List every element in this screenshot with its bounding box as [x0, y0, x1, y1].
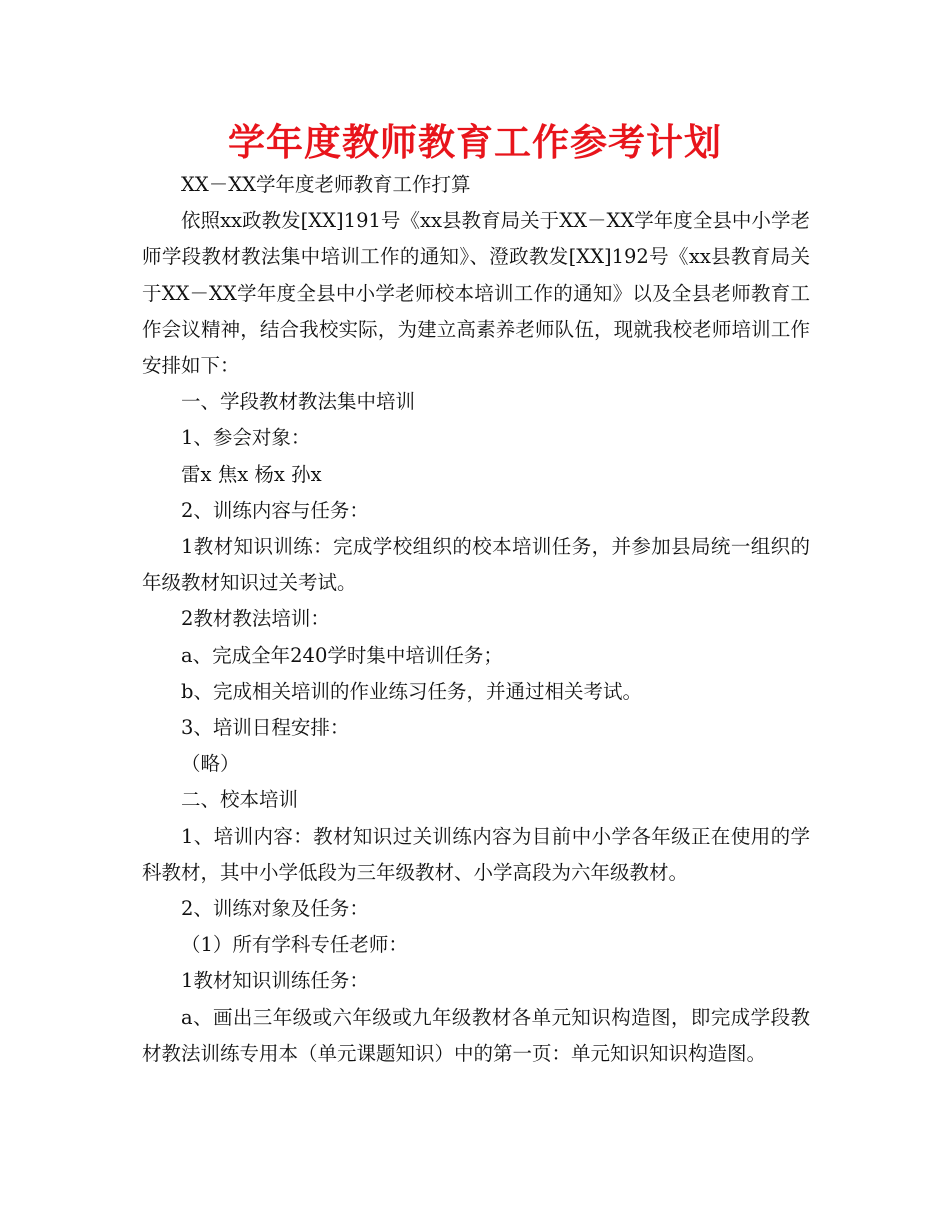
paragraph-omitted: （略） [181, 752, 240, 776]
document-body [142, 167, 810, 1072]
list-item-a: a、完成全年240学时集中培训任务； [181, 643, 503, 667]
subheading-training-targets: 2、训练对象及任务： [181, 897, 369, 921]
subheading-participants: 1、参会对象： [181, 426, 311, 450]
document-title: 学年度教师教育工作参考计划 [228, 121, 722, 164]
participant-names: 雷x 焦x 杨x 孙x [181, 462, 322, 486]
paragraph-material-knowledge: 1教材知识训练：完成学校组织的校本培训任务，并参加县局统一组织的年级教材知识过关考试。 [142, 535, 810, 595]
paragraph-knowledge-task: 1教材知识训练任务： [181, 969, 369, 993]
paragraph-material-method: 2教材教法培训： [181, 607, 330, 631]
section-heading-2: 二、校本培训 [181, 788, 299, 812]
list-item-a-structure: a、画出三年级或六年级或九年级教材各单元知识构造图，即完成学段教材教法训练专用本（单元课题知识）中的第一页：单元知识知识构造图。 [142, 1005, 810, 1065]
subheading-training-content: 2、训练内容与任务： [181, 498, 369, 522]
subheading-schedule: 3、培训日程安排： [181, 716, 350, 740]
paragraph-plan-heading: XX－XX学年度老师教育工作打算 [181, 173, 471, 196]
section-heading-1: 一、学段教材教法集中培训 [181, 390, 416, 414]
paragraph-all-teachers: （1）所有学科专任老师： [181, 933, 408, 957]
paragraph-intro: 依照xx政教发[XX]191号《xx县教育局关于XX－XX学年度全县中小学老师学段教材教法集中培训工作的通知》、澄政教发[XX]192号《xx县教育局关于XX－XX学年度全县中小学老师校本培训工作的通知》以及全县老师教育工作会议精神，结合我校实际，为建立高素养老师队伍，现就我校老师培训工作安排如下： [142, 209, 810, 378]
list-item-b: b、完成相关培训的作业练习任务，并通过相关考试。 [181, 679, 642, 703]
paragraph-training-content: 1、培训内容：教材知识过关训练内容为目前中小学各年级正在使用的学科教材，其中小学低段为三年级教材、小学高段为六年级教材。 [142, 824, 810, 884]
